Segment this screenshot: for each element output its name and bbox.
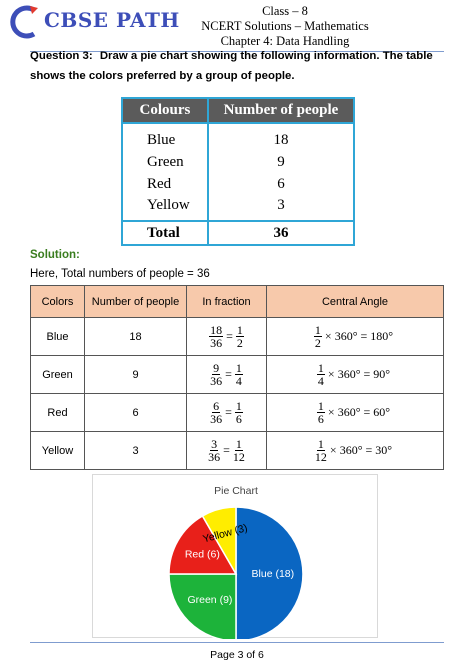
sol-angle [267,394,444,432]
fraction-numerator: 1 [235,361,242,375]
total-value: 36 [208,221,354,245]
class-line: Class – 8 [262,4,308,18]
pie-slice-green [169,574,236,639]
table-row [122,195,354,221]
fraction-numerator: 1 [317,437,324,451]
table-row [31,356,444,394]
given-count: 9 [208,151,354,173]
fraction-denominator: 12 [232,450,245,464]
fraction-denominator: 6 [235,412,242,426]
fraction-numerator: 3 [211,437,218,451]
fraction [210,400,222,425]
header-info [180,4,390,49]
fraction-simplified [233,438,245,463]
sol-angle [267,356,444,394]
fraction-denominator: 6 [317,412,324,426]
fraction-numerator: 18 [210,323,223,337]
sol-fraction [187,356,267,394]
pie-label-blue: Blue (18) [251,567,295,580]
pie-label-red: Red (6) [184,548,220,561]
table-row [31,394,444,432]
total-label: Total [122,221,208,245]
question-text [30,46,450,86]
fraction-denominator: 4 [235,374,242,388]
fraction-numerator: 6 [213,399,220,413]
fraction [317,400,325,425]
given-count: 3 [208,195,354,221]
pie-label-yellow: Yellow (3) [201,521,249,546]
table-row [122,173,354,195]
angle-expression: × 360° = 180° [324,329,394,343]
fraction-denominator: 36 [210,374,223,388]
solution-label: Solution: [30,249,80,261]
sol-fraction [187,432,267,470]
fraction-denominator: 36 [210,412,223,426]
fraction [315,438,327,463]
fraction-denominator: 12 [314,450,327,464]
sol-color: Green [31,356,85,394]
equals-sign: = [226,329,233,343]
fraction [209,324,223,349]
sol-count: 6 [85,394,187,432]
sol-angle [267,318,444,356]
subject-line: NCERT Solutions – Mathematics [201,19,369,33]
pie-label-green: Green (9) [187,593,233,606]
solution-intro: Here, Total numbers of people = 36 [30,268,210,280]
given-color: Yellow [122,195,208,221]
total-row [122,221,354,245]
fraction-numerator: 1 [317,399,324,413]
question-body: Draw a pie chart showing the following information. The table shows the colors preferred by a group of people. [30,50,433,82]
fraction-numerator: 1 [317,361,324,375]
sol-fraction [187,394,267,432]
solution-table [30,285,444,470]
sol-count: 18 [85,318,187,356]
fraction [208,438,220,463]
angle-expression: × 360° = 30° [329,443,393,457]
brand-name: CBSE PATH [44,8,180,32]
given-header-colours: Colours [122,98,208,123]
given-count: 6 [208,173,354,195]
chart-title: Pie Chart [214,485,258,497]
sol-header-angle: Central Angle [267,286,444,318]
table-row [122,151,354,173]
sol-header-fraction: In fraction [187,286,267,318]
sol-angle [267,432,444,470]
fraction-denominator: 36 [208,450,221,464]
table-row [31,318,444,356]
angle-expression: × 360° = 90° [327,367,391,381]
fraction-numerator: 1 [235,399,242,413]
equals-sign: = [223,443,230,457]
equals-sign: = [225,367,232,381]
sol-fraction [187,318,267,356]
sol-count: 9 [85,356,187,394]
fraction-numerator: 1 [314,323,321,337]
fraction-denominator: 36 [210,336,223,350]
given-data-table [121,97,355,246]
fraction-denominator: 2 [236,336,243,350]
fraction-numerator: 1 [236,323,243,337]
equals-sign: = [225,405,232,419]
fraction-numerator: 9 [213,361,220,375]
sol-color: Red [31,394,85,432]
question-label: Question 3: [30,50,93,62]
angle-expression: × 360° = 60° [327,405,391,419]
brand-logo [8,4,208,40]
given-count: 18 [208,123,354,151]
fraction-simplified [235,362,243,387]
sol-color: Blue [31,318,85,356]
given-color: Red [122,173,208,195]
given-color: Blue [122,123,208,151]
pie-chart [92,474,378,638]
sol-header-count: Number of people [85,286,187,318]
fraction [317,362,325,387]
sol-count: 3 [85,432,187,470]
fraction-numerator: 1 [235,437,242,451]
sol-color: Yellow [31,432,85,470]
table-row [31,432,444,470]
given-header-count: Number of people [208,98,354,123]
page-number: Page 3 of 6 [210,649,264,661]
sol-header-colors: Colors [31,286,85,318]
fraction-denominator: 4 [317,374,324,388]
chapter-line: Chapter 4: Data Handling [220,34,350,48]
table-row [122,123,354,151]
fraction-simplified [235,400,243,425]
fraction [210,362,222,387]
given-color: Green [122,151,208,173]
fraction [314,324,322,349]
logo-icon [8,4,42,40]
fraction-denominator: 2 [314,336,321,350]
footer-divider [30,642,444,643]
fraction-simplified [236,324,244,349]
pie-chart-svg [93,475,379,639]
